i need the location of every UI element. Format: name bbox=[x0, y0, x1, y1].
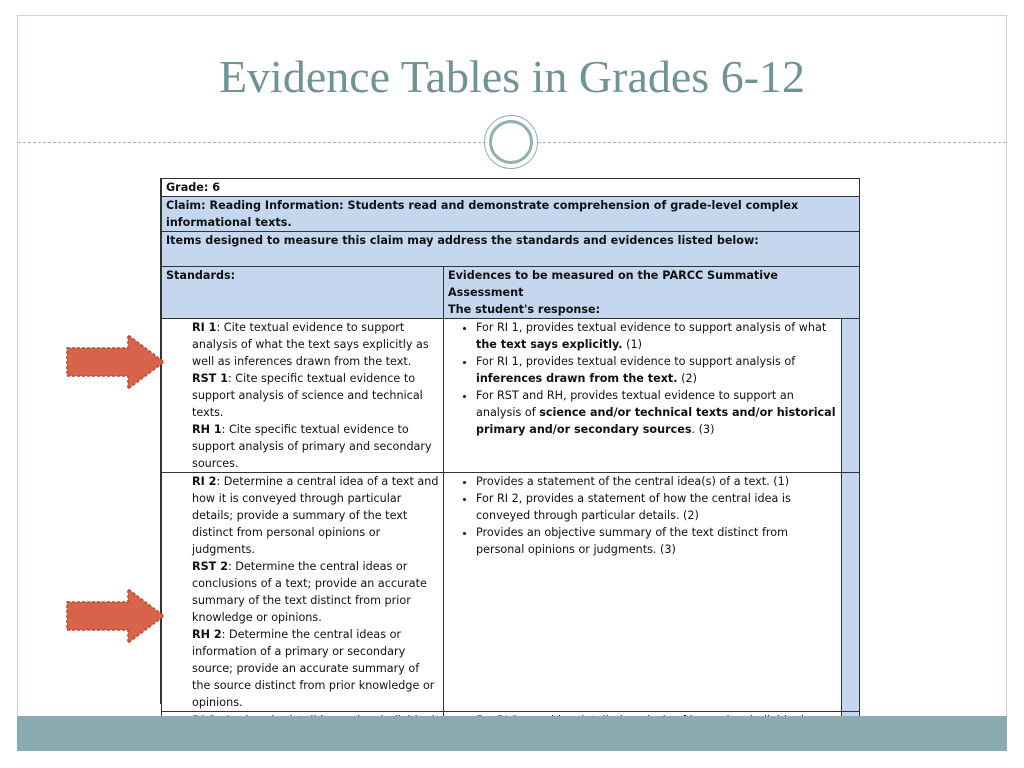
list-item: • Provides a statement of the central idea(s) of a text. (1) bbox=[476, 473, 839, 490]
std-code: RST 2 bbox=[192, 560, 228, 573]
evidences-header-line1: Evidences to be measured on the PARCC Summative Assessment bbox=[448, 269, 778, 299]
side-shaded-cell bbox=[842, 319, 860, 473]
list-item: • For RI 1, provides textual evidence to support analysis of what the text says explicitly. (1) bbox=[476, 319, 839, 353]
table-row bbox=[162, 473, 860, 712]
std-text: : Determine a central idea of a text and how it is conveyed through particular details; provide a summary of the text distinct from personal opinions or judgments. bbox=[192, 475, 439, 556]
list-item: • Provides an objective summary of the text distinct from personal opinions or judgments. (3) bbox=[476, 524, 839, 558]
footer-band bbox=[17, 716, 1007, 751]
evidences-header-line2: The student's response: bbox=[448, 303, 601, 316]
std-text: : Cite specific textual evidence to support analysis of primary and secondary sources. bbox=[192, 423, 432, 470]
standards-header: Standards: bbox=[162, 267, 444, 319]
divider-ring-icon bbox=[484, 115, 538, 169]
standards-cell-2 bbox=[162, 473, 444, 712]
evidence-list bbox=[450, 319, 839, 438]
evidences-cell-2 bbox=[444, 473, 842, 712]
list-item: • For RI 2, provides a statement of how the central idea is conveyed through particular details. (2) bbox=[476, 490, 839, 524]
table-row-column-headers bbox=[162, 267, 860, 319]
side-shaded-cell bbox=[842, 473, 860, 712]
items-note-cell: Items designed to measure this claim may address the standards and evidences listed below: bbox=[162, 232, 860, 267]
std-text: : Cite textual evidence to support analysis of what the text says explicitly as well as inferences drawn from the text. bbox=[192, 321, 429, 368]
right-arrow-icon bbox=[66, 588, 166, 644]
std-text: : Determine the central ideas or information of a primary or secondary source; provide an accurate summary of the source distinct from prior knowledge or opinions. bbox=[192, 628, 435, 709]
divider-ring-inner bbox=[489, 120, 533, 164]
std-code: RI 1 bbox=[192, 321, 217, 334]
list-item: • For RST and RH, provides textual evidence to support an analysis of science and/or technical texts and/or historical primary and/or secondary sources. (3) bbox=[476, 387, 839, 438]
std-code: RI 2 bbox=[192, 475, 217, 488]
standards-cell-1 bbox=[162, 319, 444, 473]
table-row bbox=[162, 319, 860, 473]
slide-title: Evidence Tables in Grades 6-12 bbox=[218, 51, 806, 102]
evidences-header bbox=[444, 267, 860, 319]
right-arrow-icon bbox=[66, 334, 166, 390]
evidences-cell-1 bbox=[444, 319, 842, 473]
claim-cell: Claim: Reading Information: Students read and demonstrate comprehension of grade-level complex informational texts. bbox=[162, 197, 860, 232]
evidence-table-image bbox=[160, 178, 860, 709]
evidence-list bbox=[450, 473, 839, 558]
list-item: • For RI 1, provides textual evidence to support analysis of inferences drawn from the text. (2) bbox=[476, 353, 839, 387]
table-row-grade bbox=[162, 179, 860, 197]
grade-cell: Grade: 6 bbox=[162, 179, 860, 197]
table-row-items-note bbox=[162, 232, 860, 267]
table-row-claim bbox=[162, 197, 860, 232]
std-code: RH 2 bbox=[192, 628, 222, 641]
std-code: RST 1 bbox=[192, 372, 228, 385]
std-code: RH 1 bbox=[192, 423, 222, 436]
evidence-table bbox=[161, 178, 860, 730]
std-text: : Cite specific textual evidence to support analysis of science and technical texts. bbox=[192, 372, 423, 419]
std-text: : Determine the central ideas or conclusions of a text; provide an accurate summary of the text distinct from prior knowledge or opinions. bbox=[192, 560, 427, 624]
